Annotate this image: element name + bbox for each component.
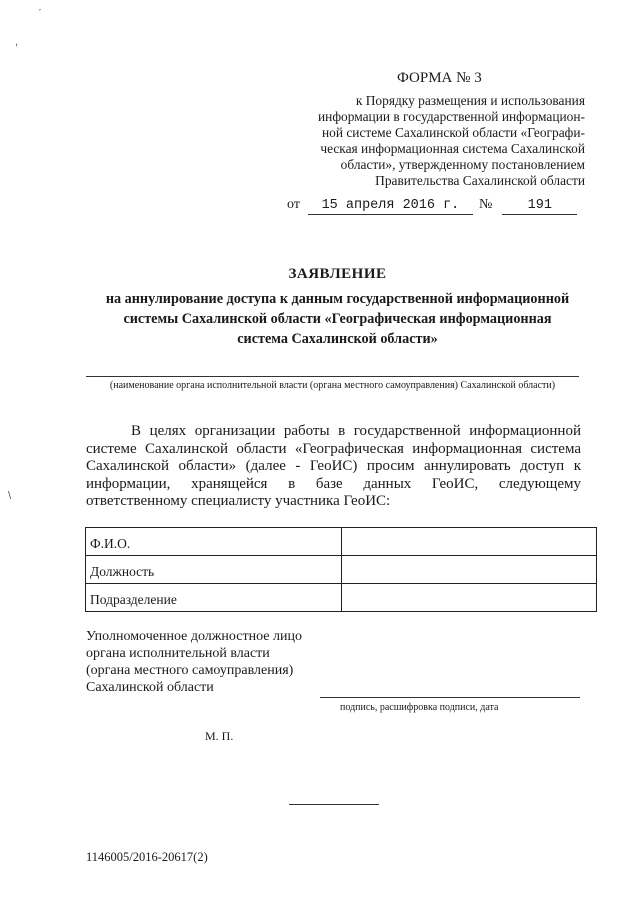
resolution-number: 191: [502, 198, 577, 215]
header-line: ческая информационная система Сахалинской: [320, 141, 585, 156]
subtitle-line: на аннулирование доступа к данным государственной информационной: [105, 291, 570, 307]
signatory-line: Уполномоченное должностное лицо: [86, 629, 302, 644]
header-line: ной системе Сахалинской области «Географи-: [321, 125, 585, 140]
fio-value: [342, 528, 597, 556]
organization-caption: (наименование органа исполнительной власти (органа местного самоуправления) Сахалинской области): [109, 380, 556, 391]
document-code: 1146005/2016-20617(2): [86, 850, 208, 864]
table-row: [86, 528, 597, 556]
appendix-header: [275, 93, 585, 189]
subtitle-line: система Сахалинской области»: [237, 331, 438, 347]
scan-mark: ˊ: [38, 8, 42, 20]
subtitle-line: системы Сахалинской области «Географическая информационная: [123, 311, 552, 327]
resolution-date-line: [287, 197, 577, 215]
position-label: Должность: [86, 556, 342, 584]
header-line: к Порядку размещения и использования: [355, 93, 585, 108]
signatory-line: Сахалинской области: [86, 680, 214, 695]
table-row: [86, 584, 597, 612]
header-line: Правительства Сахалинской области: [375, 173, 585, 188]
date-prefix: от: [287, 197, 300, 212]
stamp-place: М. П.: [205, 729, 234, 743]
header-line: информации в государственной информацион-: [318, 109, 585, 124]
document-title: ЗАЯВЛЕНИЕ: [288, 266, 387, 282]
request-paragraph: В целях организации работы в государственной информационной системе Сахалинской области «Географическая информационная система Сахалинской области» (далее - ГеоИС) просим аннулировать доступ к информации, хранящейся в базе данных ГеоИС, следующему ответственному специалисту участника ГеоИС:: [86, 423, 581, 509]
signatory-block: [86, 628, 302, 696]
table-row: [86, 556, 597, 584]
signature-caption: подпись, расшифровка подписи, дата: [340, 702, 499, 713]
scan-mark: \: [8, 490, 12, 502]
scan-mark: ,: [15, 36, 19, 48]
specialist-table: [85, 527, 597, 612]
document-subtitle: [60, 289, 615, 349]
resolution-date: 15 апреля 2016 г.: [308, 198, 473, 215]
department-label: Подразделение: [86, 584, 342, 612]
divider-line: [289, 804, 379, 805]
header-line: области», утвержденному постановлением: [340, 157, 585, 172]
signatory-line: (органа местного самоуправления): [86, 663, 294, 678]
fio-label: Ф.И.О.: [86, 528, 342, 556]
department-value: [342, 584, 597, 612]
signatory-line: органа исполнительной власти: [86, 646, 270, 661]
number-sign: №: [478, 197, 493, 212]
organization-field-line: [86, 376, 579, 377]
signature-line: [320, 697, 580, 698]
position-value: [342, 556, 597, 584]
form-number: ФОРМА № 3: [397, 70, 482, 86]
